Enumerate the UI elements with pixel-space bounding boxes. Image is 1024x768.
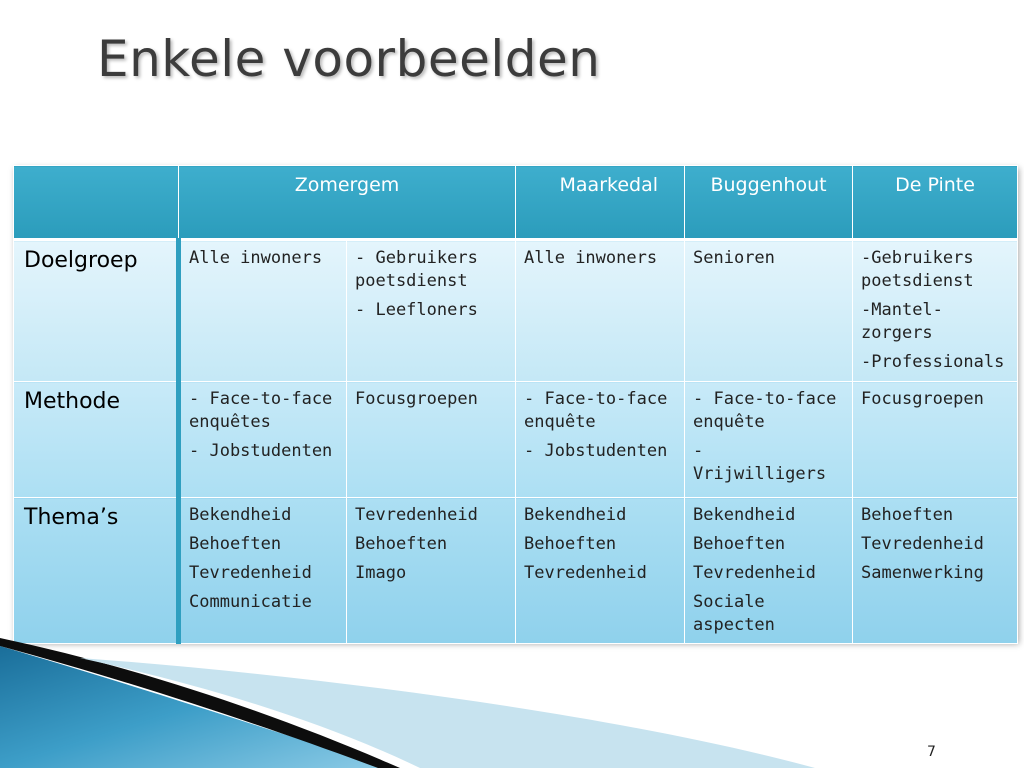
header-zomergem: Zomergem: [294, 174, 400, 196]
cell-text: - Vrijwilligers: [693, 441, 827, 484]
table-cell: [516, 240, 685, 382]
cell-text: Bekendheid: [189, 505, 292, 525]
cell-text: Bekendheid: [693, 505, 796, 525]
table-row-methode: [14, 382, 1018, 498]
cell-text: Alle inwoners: [524, 248, 658, 268]
cell-text: Behoeften: [524, 534, 617, 554]
table-cell: [179, 382, 347, 498]
table-cell: [853, 240, 1018, 382]
cell-text: Focusgroepen: [355, 389, 478, 409]
header-cell-zomergem: [179, 166, 516, 240]
cell-text: - Face-to-face enquêtes: [189, 389, 333, 432]
cell-text: Samenwerking: [861, 563, 984, 583]
header-maarkedal: Maarkedal: [559, 174, 659, 196]
header-cell-buggenhout: [685, 166, 853, 240]
row-header-doelgroep: Doelgroep: [14, 240, 179, 382]
cell-text: - Jobstudenten: [524, 441, 668, 461]
cell-text: Tevredenheid: [524, 563, 647, 583]
table-row-doelgroep: [14, 240, 1018, 382]
table-cell: [516, 382, 685, 498]
table-cell: [347, 240, 516, 382]
cell-text: Behoeften: [189, 534, 282, 554]
header-cell-empty: [14, 166, 179, 240]
cell-text: Tevredenheid: [861, 534, 984, 554]
cell-text: -Professionals: [861, 352, 1005, 372]
cell-text: Tevredenheid: [693, 563, 816, 583]
header-de-pinte: De Pinte: [895, 174, 975, 196]
slide-title: Enkele voorbeelden: [97, 30, 601, 88]
cell-text: - Face-to-face enquête: [524, 389, 668, 432]
cell-text: Senioren: [693, 248, 775, 268]
header-cell-de-pinte: [853, 166, 1018, 240]
cell-text: - Face-to-face enquête: [693, 389, 837, 432]
cell-text: -Gebruikers poetsdienst: [861, 248, 974, 291]
cell-text: Focusgroepen: [861, 389, 984, 409]
comparison-table: [13, 165, 1017, 641]
table-cell: [685, 382, 853, 498]
cell-text: - Gebruikers poetsdienst: [355, 248, 478, 291]
cell-text: - Jobstudenten: [189, 441, 333, 461]
table-cell: [685, 240, 853, 382]
table-cell: [179, 240, 347, 382]
row-header-methode: Methode: [14, 382, 179, 498]
page-number: 7: [927, 744, 936, 760]
header-row: [14, 166, 1018, 240]
cell-text: Sociale aspecten: [693, 592, 775, 635]
cell-text: Alle inwoners: [189, 248, 323, 268]
cell-text: Behoeften: [355, 534, 448, 554]
table-cell: [853, 382, 1018, 498]
header-cell-maarkedal: [516, 166, 685, 240]
table-cell: [347, 382, 516, 498]
cell-text: Tevredenheid: [355, 505, 478, 525]
cell-text: Bekendheid: [524, 505, 627, 525]
cell-text: Communicatie: [189, 592, 312, 612]
cell-text: Behoeften: [861, 505, 954, 525]
cell-text: -Mantel-zorgers: [861, 300, 943, 343]
cell-text: - Leefloners: [355, 300, 478, 320]
cell-text: Tevredenheid: [189, 563, 312, 583]
cell-text: Imago: [355, 563, 407, 583]
row-header-themas: Thema’s: [14, 498, 179, 644]
cell-text: Behoeften: [693, 534, 786, 554]
header-buggenhout: Buggenhout: [710, 174, 827, 196]
decorative-swoosh: [0, 600, 1024, 768]
